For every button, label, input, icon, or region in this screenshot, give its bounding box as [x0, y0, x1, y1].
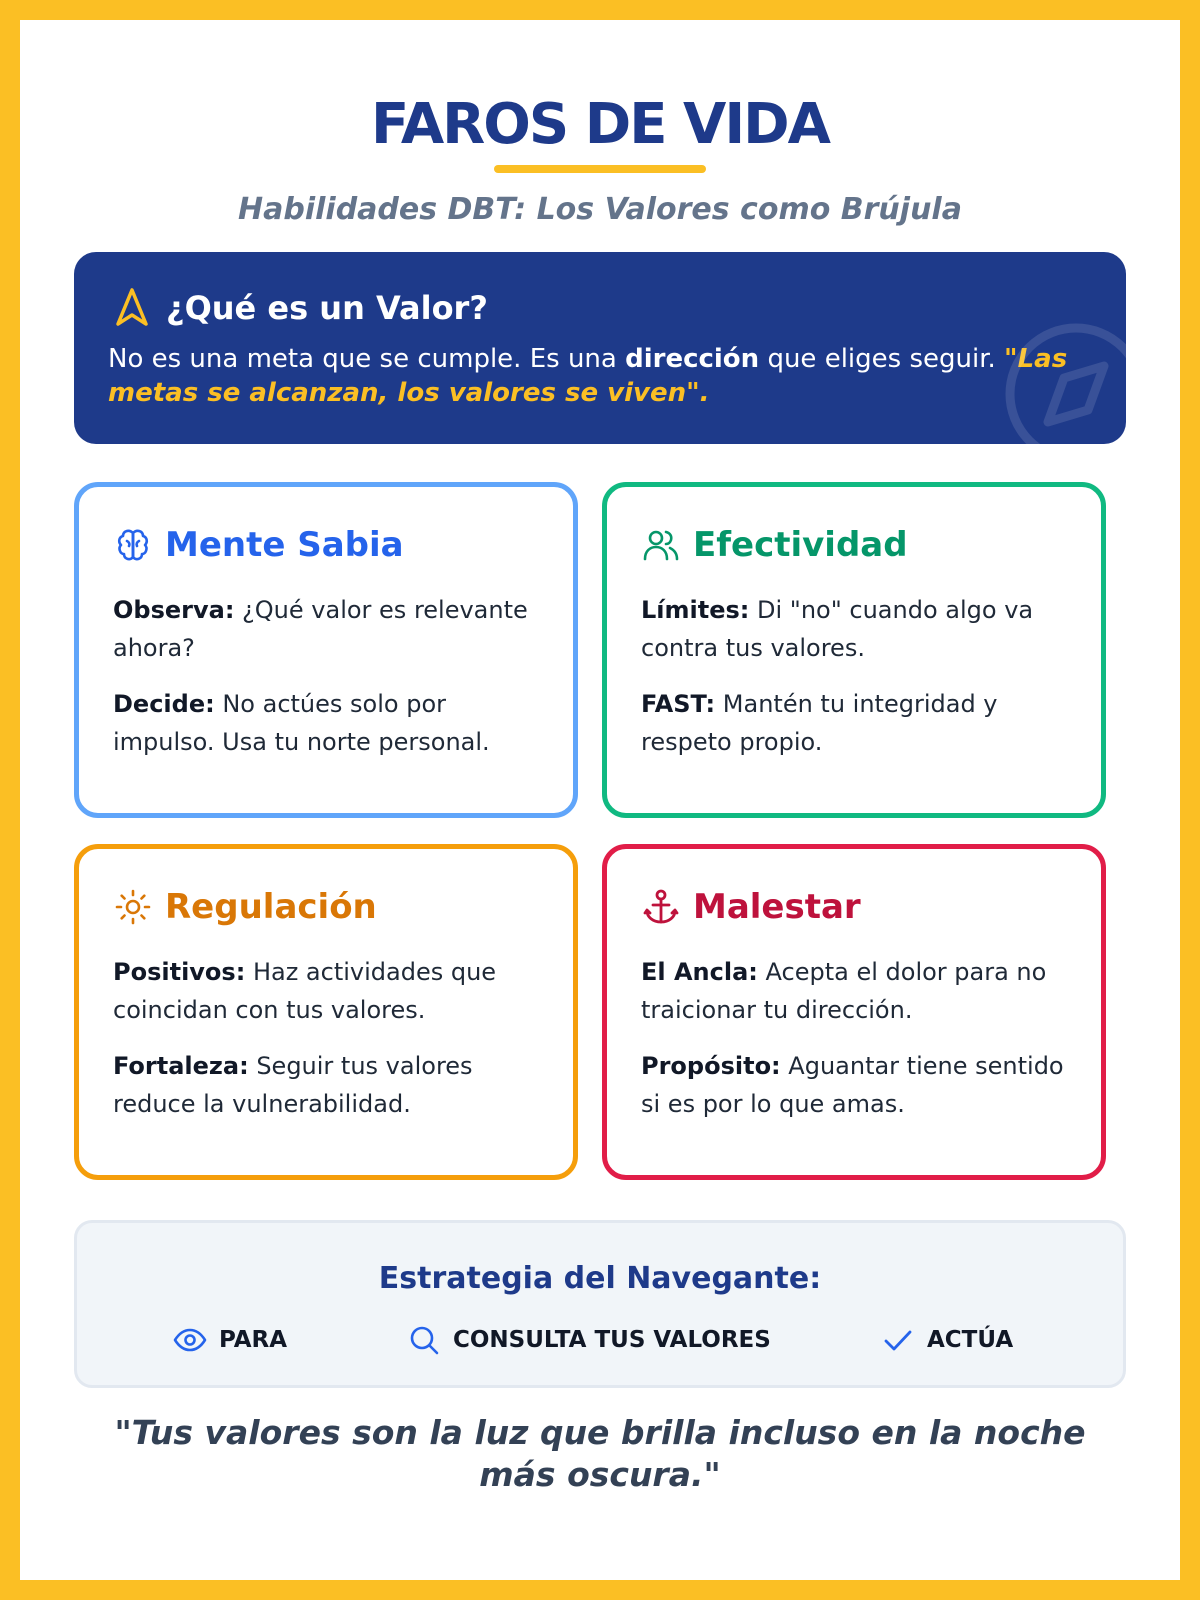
navigation-arrow-icon [112, 286, 152, 330]
value-definition-box [74, 252, 1126, 444]
card-item-label: Fortaleza: [113, 1052, 249, 1080]
card-item-label: Observa: [113, 596, 235, 624]
card-item-text: ¿Qué valor es relevante ahora? [113, 596, 528, 662]
anchor-icon [641, 887, 681, 927]
strategy-step-actua [881, 1323, 1013, 1357]
card-efectividad [602, 482, 1106, 818]
brain-icon [113, 525, 153, 565]
card-body [641, 953, 1071, 1141]
closing-quote: "Tus valores son la luz que brilla incluso en la noche más oscura." [114, 1413, 1086, 1494]
card-item [113, 685, 543, 761]
card-item-text: Aguantar tiene sentido si es por lo que amas. [641, 1052, 1064, 1118]
value-box-quote: "Las metas se alcanzan, los valores se viven". [108, 344, 1068, 408]
card-item [113, 953, 543, 1029]
card-item-label: El Ancla: [641, 958, 758, 986]
card-item-text: Mantén tu integridad y respeto propio. [641, 690, 998, 756]
infographic-page [20, 20, 1180, 1580]
card-item [113, 1047, 543, 1123]
check-icon [881, 1323, 915, 1357]
card-header [641, 525, 908, 565]
card-item-text: No actúes solo por impulso. Usa tu norte personal. [113, 690, 490, 756]
card-header [113, 525, 404, 565]
strategy-step-para [173, 1323, 287, 1357]
card-item [113, 591, 543, 667]
card-title: Malestar [693, 887, 861, 927]
value-text-bold: dirección [625, 344, 760, 374]
card-body [113, 591, 543, 779]
card-title: Mente Sabia [165, 525, 404, 565]
strategy-step-label: CONSULTA TUS VALORES [453, 1327, 771, 1353]
card-title: Efectividad [693, 525, 908, 565]
strategy-heading: Estrategia del Navegante: [378, 1261, 822, 1296]
card-mente-sabia [74, 482, 578, 818]
card-item-label: Positivos: [113, 958, 246, 986]
card-item [641, 591, 1071, 667]
value-text-part-1: No es una meta que se cumple. Es una [108, 344, 626, 374]
card-item-text: Seguir tus valores reduce la vulnerabilidad. [113, 1052, 473, 1118]
card-title: Regulación [165, 887, 377, 927]
value-box-header [112, 286, 488, 330]
users-icon [641, 525, 681, 565]
navigator-strategy-box [74, 1220, 1126, 1388]
title-underline [494, 165, 706, 173]
card-item-text: Acepta el dolor para no traicionar tu dirección. [641, 958, 1047, 1024]
search-icon [407, 1323, 441, 1357]
card-item-label: FAST: [641, 690, 716, 718]
card-item-label: Decide: [113, 690, 215, 718]
card-item [641, 1047, 1071, 1123]
card-item-text: Haz actividades que coincidan con tus valores. [113, 958, 497, 1024]
card-body [641, 591, 1071, 779]
value-box-heading: ¿Qué es un Valor? [166, 289, 488, 327]
strategy-step-consulta [407, 1323, 771, 1357]
card-item [641, 953, 1071, 1029]
card-regulacion [74, 844, 578, 1180]
card-header [641, 887, 861, 927]
card-item-label: Propósito: [641, 1052, 781, 1080]
eye-icon [173, 1323, 207, 1357]
strategy-step-label: PARA [219, 1327, 288, 1353]
card-malestar [602, 844, 1106, 1180]
sun-icon [113, 887, 153, 927]
page-title: FAROS DE VIDA [371, 92, 829, 157]
value-text-part-2: que eliges seguir. [759, 344, 1005, 374]
card-item-label: Límites: [641, 596, 750, 624]
card-item-text: Di "no" cuando algo va contra tus valores. [641, 596, 1034, 662]
card-header [113, 887, 377, 927]
compass-watermark-icon [996, 314, 1126, 444]
card-item [641, 685, 1071, 761]
page-subtitle: Habilidades DBT: Los Valores como Brújula [238, 192, 962, 227]
card-body [113, 953, 543, 1141]
value-box-text [108, 342, 1098, 410]
strategy-step-label: ACTÚA [927, 1327, 1014, 1353]
